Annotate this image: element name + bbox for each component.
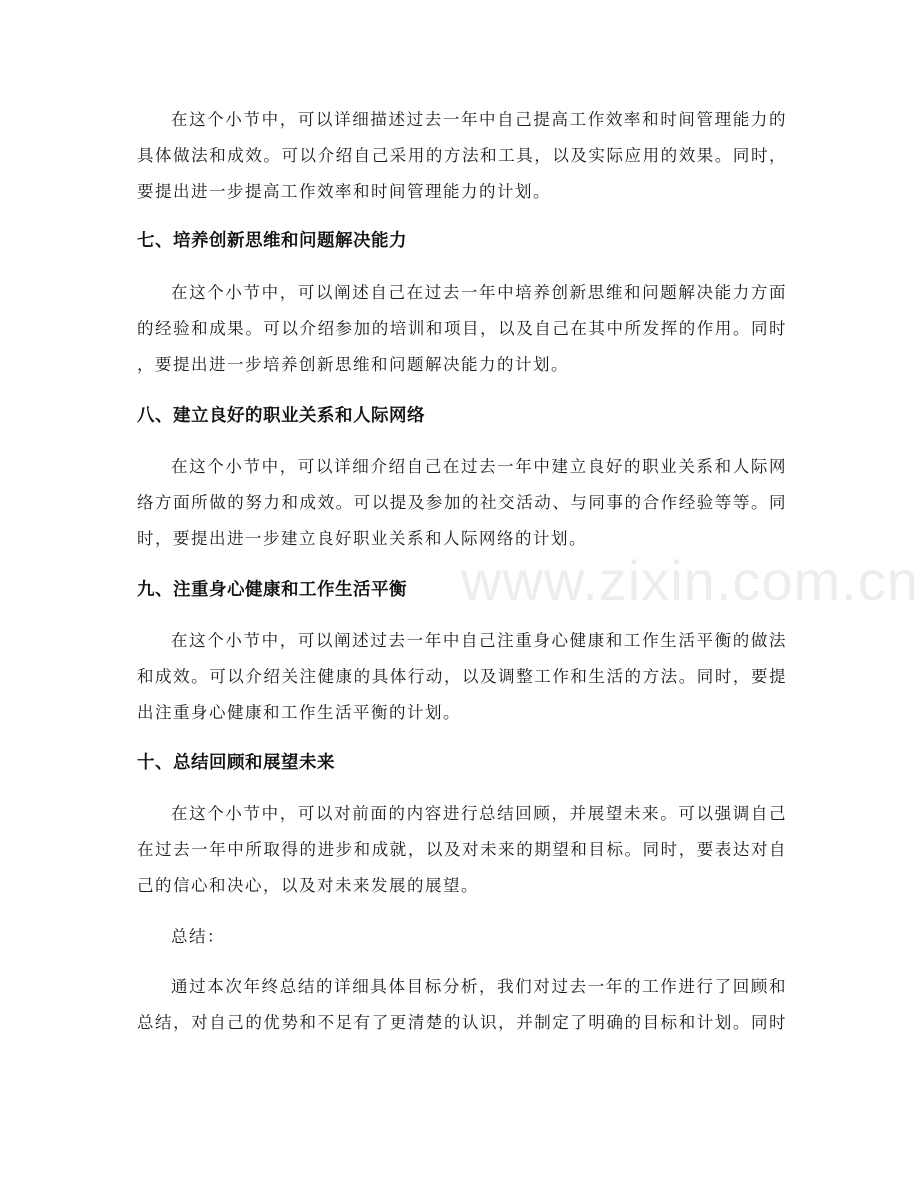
paragraph-line: 在这个小节中，可以阐述过去一年中自己注重身心健康和工作生活平衡的做法 [171, 631, 787, 650]
section-heading: 九、注重身心健康和工作生活平衡 [137, 580, 407, 600]
paragraph-line: 总结，对自己的优势和不足有了更清楚的认识，并制定了明确的目标和计划。同时 [137, 1013, 787, 1032]
summary-label: 总结： [171, 927, 225, 946]
paragraph-line: 在这个小节中，可以详细描述过去一年中自己提高工作效率和时间管理能力的 [171, 110, 787, 129]
paragraph-line: 在这个小节中，可以对前面的内容进行总结回顾，并展望未来。可以强调自己 [171, 804, 787, 823]
paragraph-line: 己的信心和决心，以及对未来发展的展望。 [137, 876, 479, 895]
paragraph-line: 络方面所做的努力和成效。可以提及参加的社交活动、与同事的合作经验等等。同 [137, 493, 787, 512]
paragraph-line: 时，要提出进一步建立良好职业关系和人际网络的计划。 [137, 529, 587, 548]
section-heading: 七、培养创新思维和问题解决能力 [137, 231, 407, 251]
paragraph-line: 的经验和成果。可以介绍参加的培训和项目，以及自己在其中所发挥的作用。同时 [137, 319, 787, 338]
paragraph-line: 在过去一年中所取得的进步和成就，以及对未来的期望和目标。同时，要表达对自 [137, 840, 787, 859]
section-heading: 八、建立良好的职业关系和人际网络 [137, 406, 425, 426]
paragraph-line: 要提出进一步提高工作效率和时间管理能力的计划。 [137, 182, 551, 201]
watermark: www.zixin.com.cn [461, 549, 919, 612]
paragraph-line: 在这个小节中，可以阐述自己在过去一年中培养创新思维和问题解决能力方面 [171, 283, 787, 302]
paragraph-line: 在这个小节中，可以详细介绍自己在过去一年中建立良好的职业关系和人际网 [171, 457, 787, 476]
paragraph-line: 出注重身心健康和工作生活平衡的计划。 [137, 703, 461, 722]
paragraph-line: 具体做法和成效。可以介绍自己采用的方法和工具，以及实际应用的效果。同时， [137, 146, 787, 165]
paragraph-line: 和成效。可以介绍关注健康的具体行动，以及调整工作和生活的方法。同时，要提 [137, 667, 787, 686]
paragraph-line: ，要提出进一步培养创新思维和问题解决能力的计划。 [137, 355, 569, 374]
paragraph-line: 通过本次年终总结的详细具体目标分析，我们对过去一年的工作进行了回顾和 [171, 977, 787, 996]
section-heading: 十、总结回顾和展望未来 [137, 753, 335, 773]
